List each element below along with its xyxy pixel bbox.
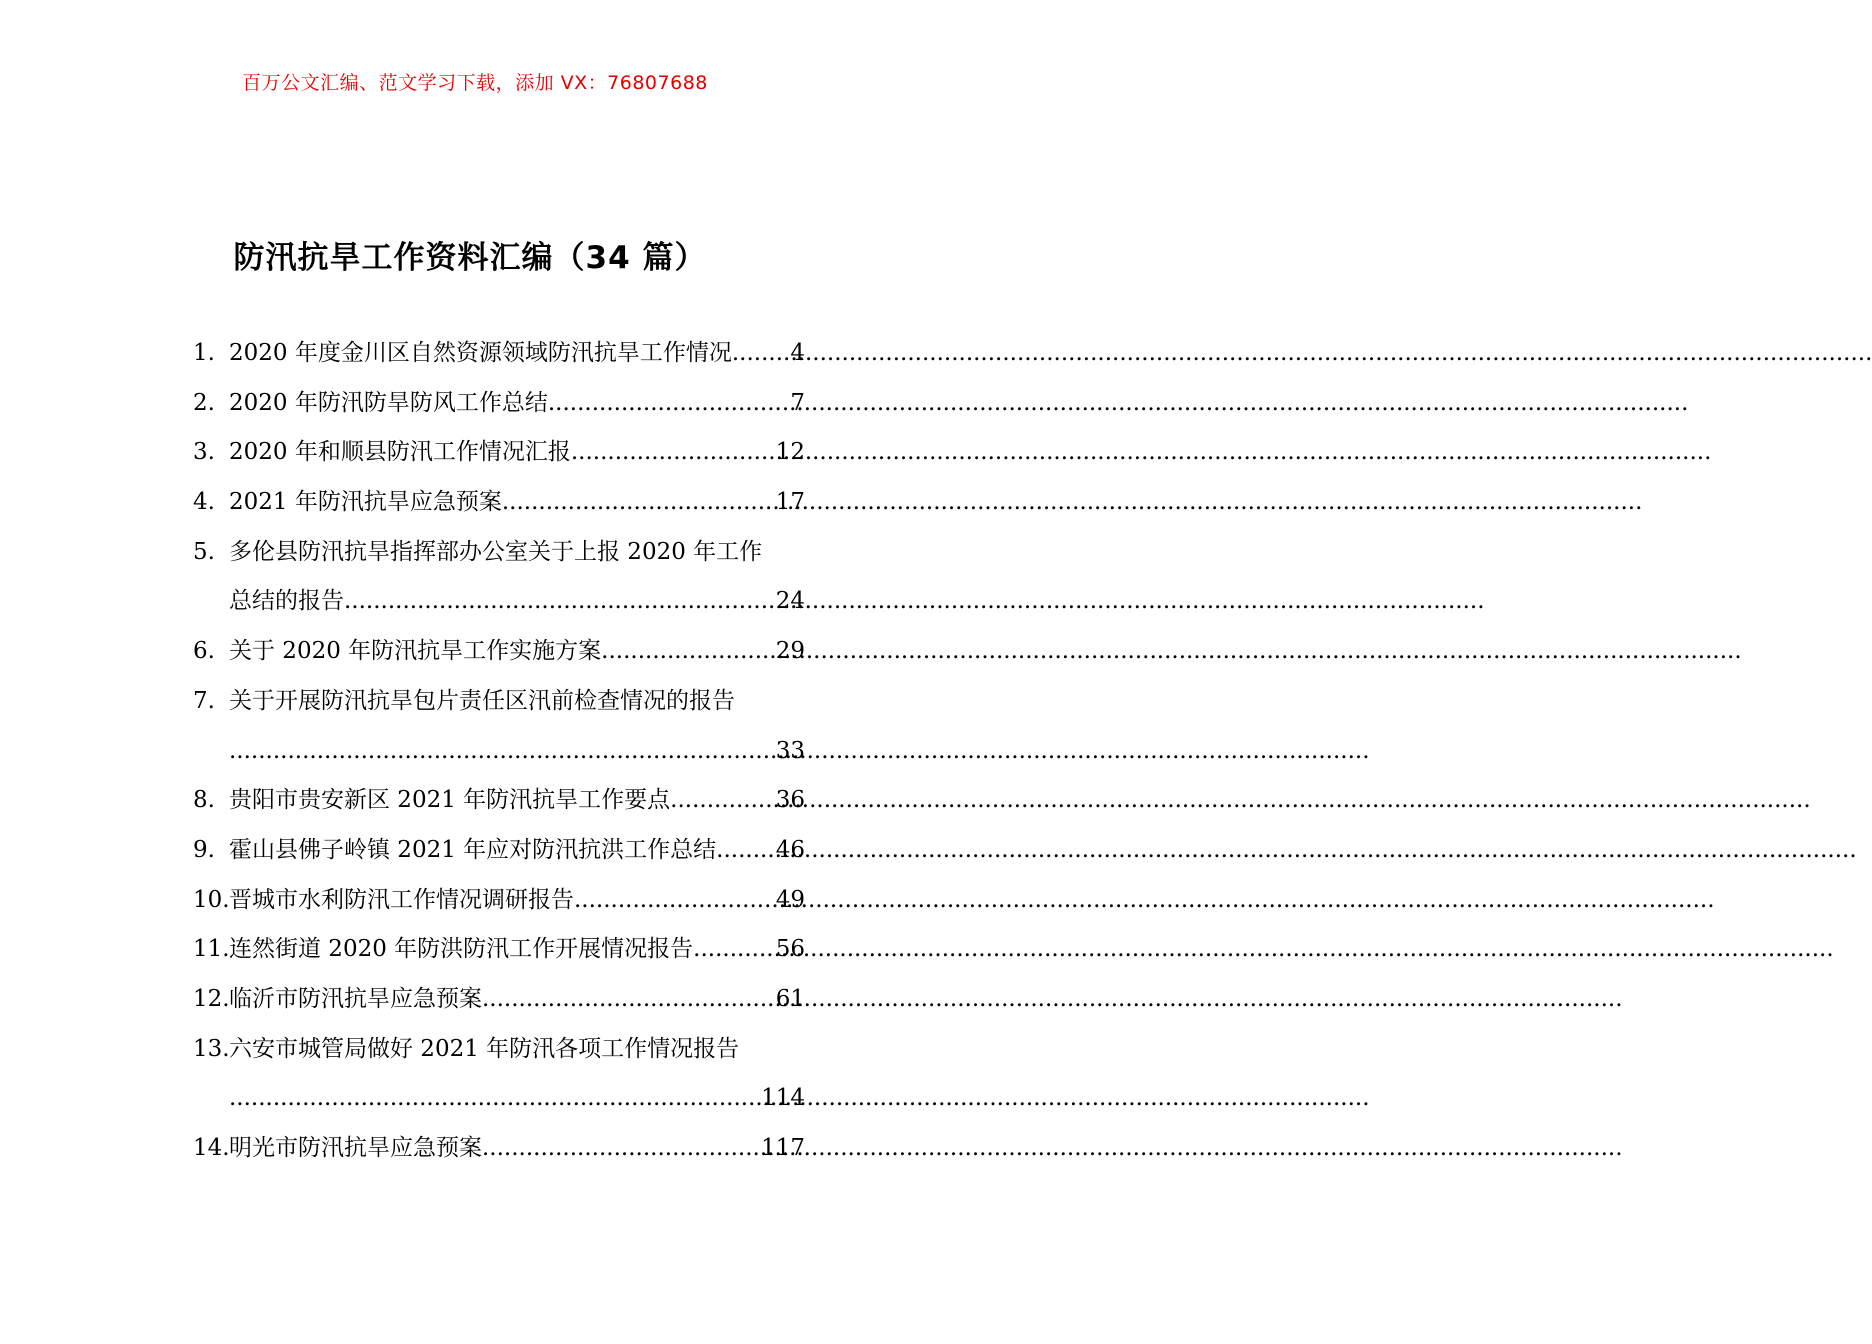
toc-entry[interactable]: [193, 335, 805, 385]
toc-entry-title: 2021 年防汛抗旱应急预案: [229, 489, 502, 516]
toc-entry-number: 10.: [193, 886, 230, 913]
toc-dot-leader: [693, 931, 776, 967]
toc-page-number: 61: [775, 985, 805, 1012]
toc-entry-number: 13.: [193, 1035, 230, 1062]
toc-page-number: 17: [775, 489, 805, 516]
toc-entry-number: 3.: [193, 439, 215, 466]
toc-entry[interactable]: [193, 882, 805, 932]
toc-entry-title: 霍山县佛子岭镇 2021 年应对防汛抗洪工作总结: [229, 836, 717, 863]
toc-dot-leader: [502, 484, 776, 520]
toc-dot-leader: [732, 335, 791, 371]
toc-entry-number: 11.: [193, 936, 230, 963]
toc-entry-number: 7.: [193, 687, 215, 714]
toc-entry-number: 1.: [193, 340, 215, 366]
toc-page-number: 49: [775, 886, 805, 913]
toc-entry-title: 多伦县防汛抗旱指挥部办公室关于上报 2020 年工作: [229, 538, 763, 565]
toc-entry-title: 关于开展防汛抗旱包片责任区汛前检查情况的报告: [229, 687, 735, 714]
table-of-contents: [193, 335, 805, 1180]
toc-page-number: 33: [775, 737, 805, 764]
toc-entry[interactable]: [193, 1130, 805, 1180]
toc-entry[interactable]: [193, 1080, 805, 1130]
toc-entry-number: 4.: [193, 489, 215, 516]
toc-entry[interactable]: [193, 583, 805, 633]
toc-entry[interactable]: [193, 484, 805, 534]
toc-entry[interactable]: [193, 733, 805, 783]
toc-page-number: 29: [775, 638, 805, 665]
header-watermark-note: 百万公文汇编、范文学习下载，添加 VX：76807688: [242, 72, 708, 94]
toc-entry-number: 6.: [193, 638, 215, 665]
toc-entry[interactable]: [193, 981, 805, 1031]
toc-dot-leader: [670, 782, 776, 818]
toc-dot-leader: [571, 434, 776, 470]
toc-page-number: 56: [775, 936, 805, 963]
toc-entry[interactable]: [193, 1031, 805, 1081]
toc-dot-leader: [482, 1130, 761, 1166]
toc-entry-number: 14.: [193, 1135, 230, 1161]
toc-entry-title: 2020 年度金川区自然资源领域防汛抗旱工作情况: [229, 340, 732, 366]
toc-entry-number: 8.: [193, 787, 215, 814]
toc-page-number: 7: [790, 389, 805, 416]
toc-entry-title: 连然街道 2020 年防洪防汛工作开展情况报告: [229, 936, 694, 963]
toc-page-number: 12: [775, 439, 805, 466]
toc-entry-title: 贵阳市贵安新区 2021 年防汛抗旱工作要点: [229, 787, 671, 814]
toc-dot-leader: [716, 832, 776, 868]
toc-entry-title: 2020 年防汛防旱防风工作总结: [229, 389, 548, 416]
toc-entry[interactable]: [193, 931, 805, 981]
toc-dot-leader: [482, 981, 776, 1017]
toc-dot-leader: [344, 583, 776, 619]
toc-entry[interactable]: [193, 534, 805, 584]
toc-page-number: 4: [790, 340, 805, 366]
toc-page-number: 24: [775, 588, 805, 615]
toc-page-number: 46: [775, 836, 805, 863]
toc-entry[interactable]: [193, 385, 805, 435]
toc-page-number: 114: [761, 1085, 805, 1112]
toc-entry-number: 9.: [193, 836, 215, 863]
toc-entry-title: 六安市城管局做好 2021 年防汛各项工作情况报告: [229, 1035, 740, 1062]
toc-dot-leader: [574, 882, 776, 918]
toc-dot-leader: [229, 733, 776, 769]
toc-page-number: 36: [775, 787, 805, 814]
toc-entry[interactable]: [193, 434, 805, 484]
toc-entry[interactable]: [193, 832, 805, 882]
toc-entry-number: 2.: [193, 389, 215, 416]
toc-dot-leader: [548, 385, 791, 421]
toc-dot-leader: [601, 633, 776, 669]
toc-entry-number: 5.: [193, 538, 215, 565]
toc-dot-leader: [229, 1080, 761, 1116]
toc-entry-title: 晋城市水利防汛工作情况调研报告: [229, 886, 574, 913]
toc-entry[interactable]: [193, 633, 805, 683]
toc-entry-title: 临沂市防汛抗旱应急预案: [229, 985, 482, 1012]
toc-entry-number: 12.: [193, 985, 230, 1012]
toc-entry-title: 明光市防汛抗旱应急预案: [229, 1135, 482, 1161]
toc-entry[interactable]: [193, 683, 805, 733]
toc-entry-title: 总结的报告: [229, 588, 344, 615]
toc-entry-title: 2020 年和顺县防汛工作情况汇报: [229, 439, 571, 466]
toc-entry[interactable]: [193, 782, 805, 832]
toc-entry-title: 关于 2020 年防汛抗旱工作实施方案: [229, 638, 602, 665]
toc-page-number: 117: [761, 1135, 805, 1161]
document-title: 防汛抗旱工作资料汇编（34 篇）: [233, 240, 707, 276]
